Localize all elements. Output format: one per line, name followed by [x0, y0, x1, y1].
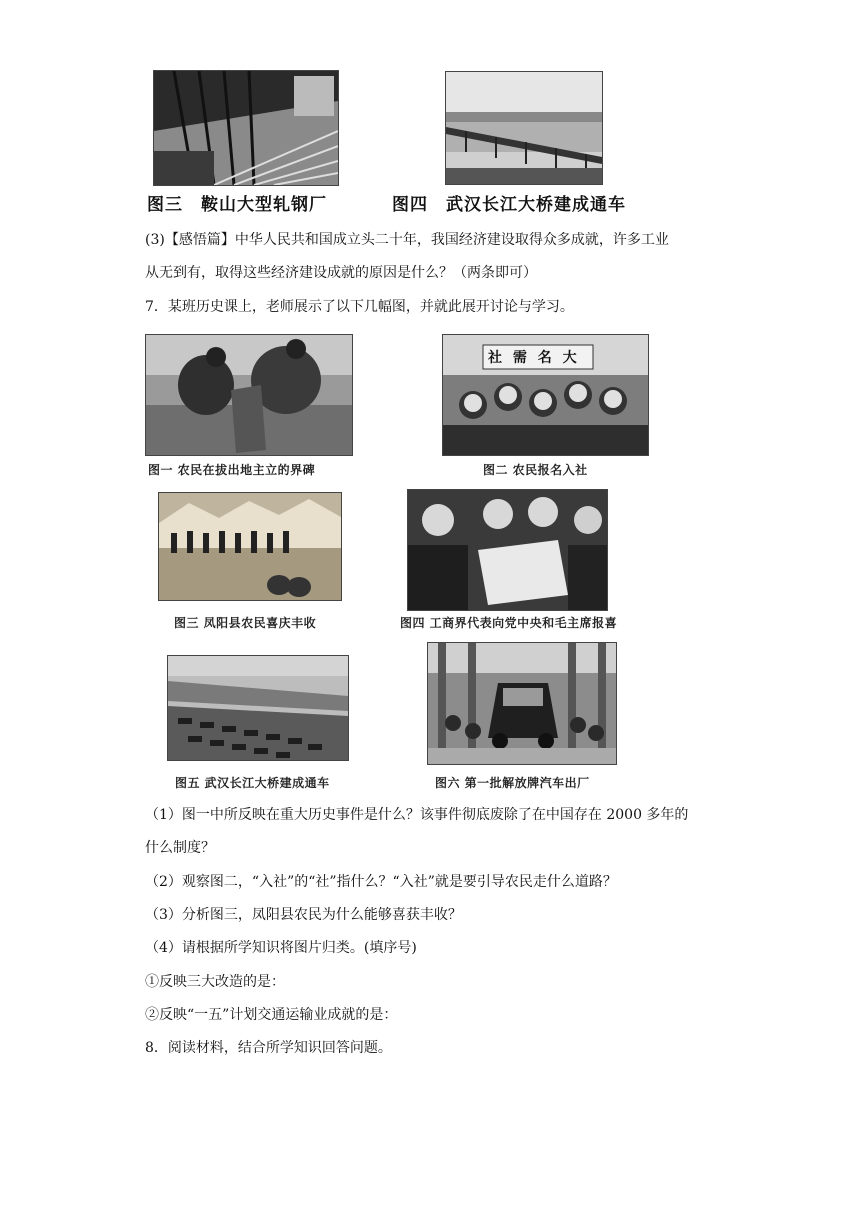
fig5-caption: 图五 武汉长江大桥建成通车	[175, 776, 330, 790]
photo-anshan-steel-mill	[153, 70, 339, 186]
q6-3-line2: 从无到有，取得这些经济建设成就的原因是什么？（两条即可）	[145, 265, 537, 281]
q7-sub3: （3）分析图三，凤阳县农民为什么能够喜获丰收？	[145, 907, 462, 923]
photo-fig2-join-cooperative	[442, 334, 649, 456]
q7-stem: 7．某班历史课上，老师展示了以下几幅图，并就此展开讨论与学习。	[145, 299, 574, 315]
fig1-caption: 图一 农民在拔出地主立的界碑	[148, 463, 316, 477]
q7-sub1-line2: 什么制度？	[145, 840, 215, 856]
q7-item2: ②反映“一五”计划交通运输业成就的是：	[145, 1007, 398, 1023]
fig2-caption: 图二 农民报名入社	[483, 463, 588, 477]
photo-fig1-boundary-stone	[145, 334, 353, 456]
q7-sub4: （4）请根据所学知识将图片归类。(填序号)	[145, 940, 417, 956]
figure3-caption-top: 图三 鞍山大型轧钢厂	[147, 195, 327, 215]
photo-fig6-jiefang-truck	[427, 642, 617, 765]
figure4-caption-top: 图四 武汉长江大桥建成通车	[392, 195, 626, 215]
q7-item1: ①反映三大改造的是：	[145, 974, 285, 990]
photo-wuhan-bridge-top	[445, 71, 603, 185]
photo-fig4-business-report	[407, 489, 608, 611]
fig3-caption: 图三 凤阳县农民喜庆丰收	[174, 616, 317, 630]
q6-3-line1: (3)【感悟篇】中华人民共和国成立头二十年，我国经济建设取得众多成就，许多工业	[145, 232, 669, 248]
q7-sub2: （2）观察图二，“入社”的“社”指什么？“入社”就是要引导农民走什么道路？	[145, 874, 617, 890]
fig4-caption: 图四 工商界代表向党中央和毛主席报喜	[400, 616, 618, 630]
photo-fig3-harvest-celebration	[158, 492, 342, 601]
fig2-banner-sign: 社 需 名 大	[488, 350, 580, 366]
q7-sub1-line1: （1）图一中所反映在重大历史事件是什么？该事件彻底废除了在中国存在 2000 多年的	[145, 807, 689, 823]
fig6-caption: 图六 第一批解放牌汽车出厂	[435, 776, 590, 790]
photo-fig5-wuhan-bridge	[167, 655, 349, 761]
q8-stem: 8．阅读材料，结合所学知识回答问题。	[145, 1040, 392, 1056]
